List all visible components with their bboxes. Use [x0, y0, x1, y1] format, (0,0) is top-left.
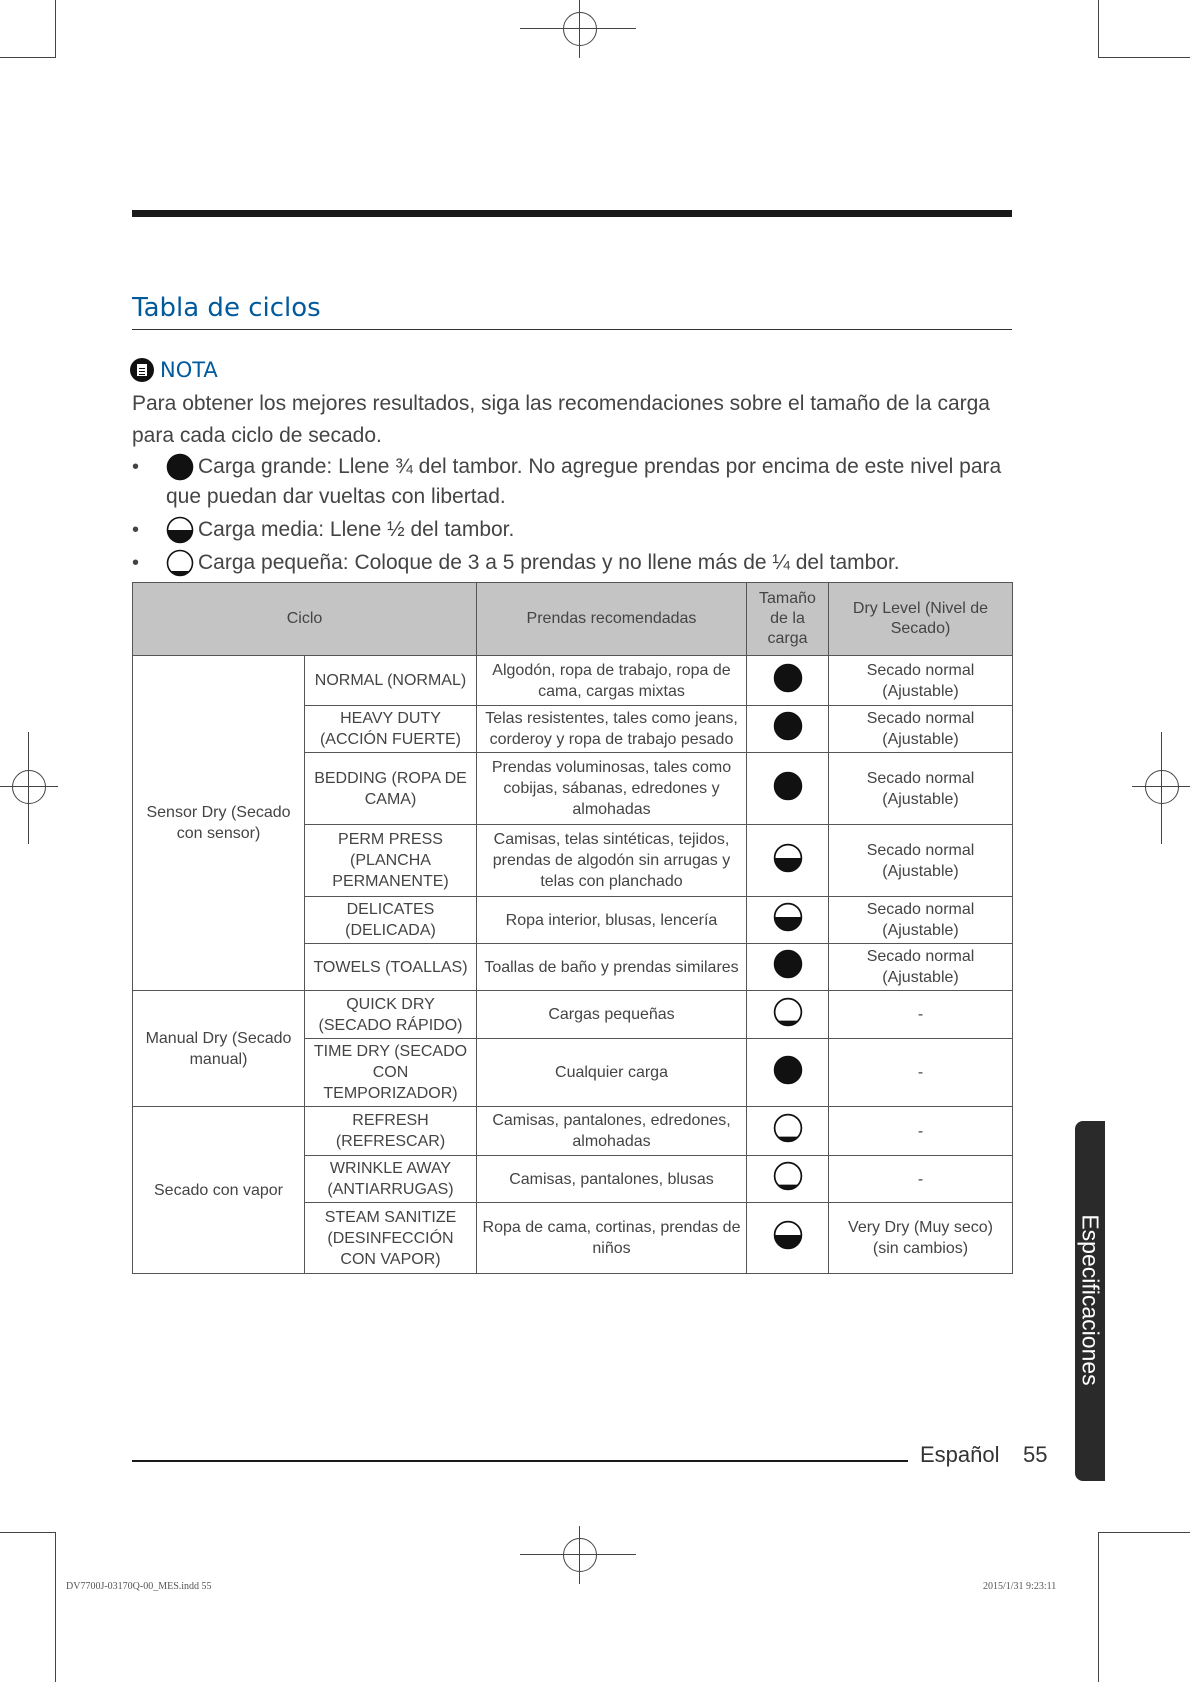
load-large-icon [773, 771, 803, 801]
crop-mark [1098, 1532, 1099, 1682]
recommended-items: Prendas voluminosas, tales como cobijas, sábanas, edredones y almohadas [477, 753, 747, 825]
cycle-name: TIME DRY (SECADO CON TEMPORIZADOR) [305, 1039, 477, 1107]
dry-level: Secado normal (Ajustable) [829, 753, 1013, 825]
recommended-items: Ropa de cama, cortinas, prendas de niños [477, 1203, 747, 1274]
crop-mark [1098, 0, 1099, 58]
load-small-icon [773, 997, 803, 1027]
bullet-large-load: • Carga grande: Llene ¾ del tambor. No agregue prendas por encima de este nivel para que puedan dar vueltas con libertad. [132, 455, 1002, 508]
dry-level: Secado normal (Ajustable) [829, 897, 1013, 944]
bullet-small-load: • Carga pequeña: Coloque de 3 a 5 prendas y no llene más de ¼ del tambor. [132, 548, 1012, 578]
load-size [747, 897, 829, 944]
imprint-file: DV7700J-03170Q-00_MES.indd 55 [66, 1581, 212, 1592]
load-small-icon [773, 1113, 803, 1143]
recommended-items: Telas resistentes, tales como jeans, corderoy y ropa de trabajo pesado [477, 706, 747, 753]
header-dry-level: Dry Level (Nivel de Secado) [829, 583, 1013, 656]
recommended-items: Cualquier carga [477, 1039, 747, 1107]
note-icon [130, 358, 154, 382]
load-large-icon [773, 663, 803, 693]
cycle-name: BEDDING (ROPA DE CAMA) [305, 753, 477, 825]
header-cycle: Ciclo [133, 583, 477, 656]
load-size [747, 1107, 829, 1156]
dry-level: - [829, 1156, 1013, 1203]
recommended-items: Camisas, telas sintéticas, tejidos, prendas de algodón sin arrugas y telas con planchado [477, 825, 747, 897]
table-row [133, 1107, 1013, 1156]
dry-level: Very Dry (Muy seco) (sin cambios) [829, 1203, 1013, 1274]
load-large-icon [773, 711, 803, 741]
title-rule [132, 329, 1012, 330]
recommended-items: Toallas de baño y prendas similares [477, 944, 747, 991]
recommended-items: Algodón, ropa de trabajo, ropa de cama, cargas mixtas [477, 656, 747, 706]
note-label: NOTA [160, 358, 218, 382]
header-load-size: Tamaño de la carga [747, 583, 829, 656]
dry-level: - [829, 1039, 1013, 1107]
note-intro: Para obtener los mejores resultados, siga las recomendaciones sobre el tamaño de la carga para cada ciclo de secado. [132, 392, 990, 447]
group-sensor-dry: Sensor Dry (Secado con sensor) [133, 656, 305, 991]
dry-level: Secado normal (Ajustable) [829, 656, 1013, 706]
load-size [747, 944, 829, 991]
recommended-items: Camisas, pantalones, blusas [477, 1156, 747, 1203]
imprint-date: 2015/1/31 9:23:11 [983, 1581, 1057, 1592]
dry-level: Secado normal (Ajustable) [829, 706, 1013, 753]
cycle-name: TOWELS (TOALLAS) [305, 944, 477, 991]
note-header [130, 358, 218, 382]
load-small-icon [773, 1161, 803, 1191]
bullet-text: Carga pequeña: Coloque de 3 a 5 prendas y no llene más de ¼ del tambor. [198, 551, 900, 574]
crop-mark [55, 1532, 56, 1682]
group-steam-dry: Secado con vapor [133, 1107, 305, 1274]
load-medium-icon [773, 843, 803, 873]
dry-level: - [829, 991, 1013, 1039]
recommended-items: Cargas pequeñas [477, 991, 747, 1039]
dry-level: Secado normal (Ajustable) [829, 825, 1013, 897]
dry-level: - [829, 1107, 1013, 1156]
group-manual-dry: Manual Dry (Secado manual) [133, 991, 305, 1107]
cycle-name: WRINKLE AWAY (ANTIARRUGAS) [305, 1156, 477, 1203]
section-side-tab-label: Especificaciones [1077, 1214, 1104, 1386]
bullet-text: Carga media: Llene ½ del tambor. [198, 518, 515, 541]
cycle-name: STEAM SANITIZE (DESINFECCIÓN CON VAPOR) [305, 1203, 477, 1274]
load-size [747, 656, 829, 706]
cycle-table [132, 582, 1013, 1274]
load-large-icon [166, 453, 194, 481]
load-large-icon [773, 1055, 803, 1085]
bullet-medium-load: • Carga media: Llene ½ del tambor. [132, 515, 1012, 545]
note-bullets [132, 452, 1012, 581]
load-size [747, 1156, 829, 1203]
cycle-name: REFRESH (REFRESCAR) [305, 1107, 477, 1156]
load-size [747, 825, 829, 897]
cycle-name: HEAVY DUTY (ACCIÓN FUERTE) [305, 706, 477, 753]
load-size [747, 1203, 829, 1274]
cycle-name: QUICK DRY (SECADO RÁPIDO) [305, 991, 477, 1039]
footer-language: Español [920, 1442, 1000, 1467]
load-medium-icon [166, 516, 194, 544]
table-row [133, 991, 1013, 1039]
load-size [747, 706, 829, 753]
header-items: Prendas recomendadas [477, 583, 747, 656]
page-number: 55 [1023, 1442, 1048, 1467]
crop-mark [55, 0, 56, 58]
cycle-name: NORMAL (NORMAL) [305, 656, 477, 706]
recommended-items: Camisas, pantalones, edredones, almohadas [477, 1107, 747, 1156]
recommended-items: Ropa interior, blusas, lencería [477, 897, 747, 944]
cycle-name: DELICATES (DELICADA) [305, 897, 477, 944]
dry-level: Secado normal (Ajustable) [829, 944, 1013, 991]
top-rule [132, 210, 1012, 217]
table-header-row [133, 583, 1013, 656]
footer-rule [132, 1460, 908, 1462]
load-size [747, 991, 829, 1039]
load-medium-icon [773, 902, 803, 932]
load-small-icon [166, 549, 194, 577]
cycle-name: PERM PRESS (PLANCHA PERMANENTE) [305, 825, 477, 897]
load-large-icon [773, 949, 803, 979]
bullet-text: Carga grande: Llene ¾ del tambor. No agregue prendas por encima de este nivel para que puedan dar vueltas con libertad. [166, 455, 1002, 508]
load-size [747, 753, 829, 825]
crop-mark [0, 57, 56, 58]
crop-mark [0, 1532, 56, 1533]
crop-mark [1098, 57, 1190, 58]
page-title: Tabla de ciclos [132, 293, 321, 323]
crop-mark [1098, 1532, 1190, 1533]
load-size [747, 1039, 829, 1107]
load-medium-icon [773, 1220, 803, 1250]
table-row [133, 656, 1013, 706]
